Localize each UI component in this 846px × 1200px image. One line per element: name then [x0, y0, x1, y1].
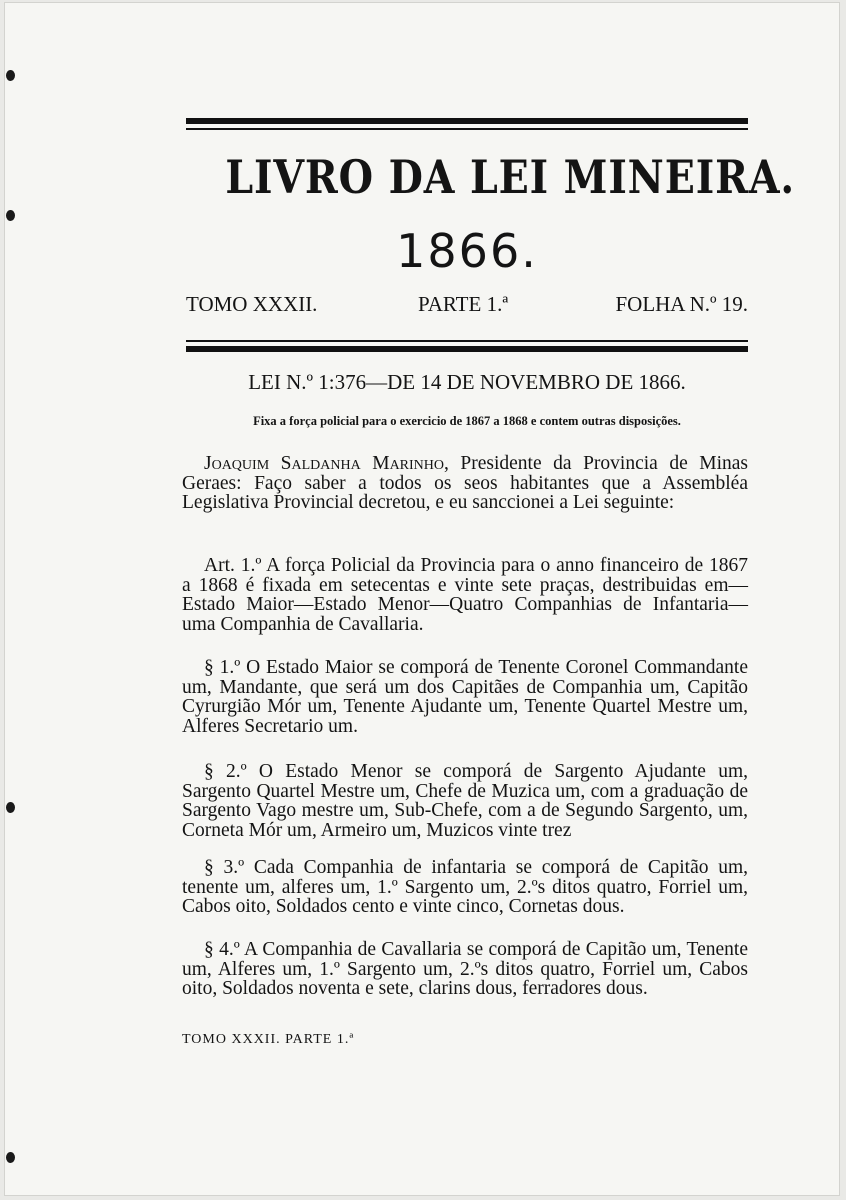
article-paragraph: Art. 1.º A força Policial da Provincia para o anno financeiro de 1867 a 1868 é fixada em setecentas e vinte sete praças, destribuidas em—Estado Maior—Estado Menor—Quatro Companhias de Infantaria—uma Companhia de Cavallaria.: [182, 555, 748, 635]
binding-hole: [6, 802, 15, 813]
law-summary: Fixa a força policial para o exercicio de 1867 a 1868 e contem outras disposições.: [253, 414, 681, 428]
president-name: Joaquim Saldanha Marinho,: [204, 453, 449, 474]
top-rule-thin: [186, 128, 748, 130]
preamble-paragraph: [182, 454, 748, 513]
page-footer: TOMO XXXII. PARTE 1.ª: [182, 1032, 355, 1047]
section-paragraph: § 3.º Cada Companhia de infantaria se comporá de Capitão um, tenente um, alferes um, 1.º Sargento um, 2.ºs ditos quatro, Forriel um, Cabos oito, Soldados cento e vinte cinco, Cornetas dous.: [182, 857, 748, 917]
binding-hole: [6, 210, 15, 221]
folha-label: FOLHA N.º 19.: [615, 292, 748, 316]
parte-label: PARTE 1.ª: [418, 292, 509, 316]
section-paragraph: § 4.º A Companhia de Cavallaria se comporá de Capitão um, Tenente um, Alferes um, 1.º Sargento um, 2.ºs ditos quatro, Forriel um, Cabos oito, Soldados noventa e sete, clarins dous, ferradores dous.: [182, 939, 748, 999]
book-title: LIVRO DA LEI MINEIRA.: [225, 150, 796, 204]
binding-hole: [6, 70, 15, 81]
document-page: [4, 2, 840, 1196]
binding-edge: [4, 42, 14, 1172]
volume-info-row: [186, 292, 748, 322]
book-year: 1866.: [396, 224, 538, 278]
law-heading: LEI N.º 1:376—DE 14 DE NOVEMBRO DE 1866.: [248, 370, 686, 394]
section-paragraph: § 2.º O Estado Menor se comporá de Sargento Ajudante um, Sargento Quartel Mestre um, Chefe de Muzica um, com a graduação de Sargento Vago mestre um, Sub-Chefe, com a de Segundo Sargento, um, Corneta Mór um, Armeiro um, Muzicos vinte trez: [182, 761, 748, 841]
binding-hole: [6, 1152, 15, 1163]
preamble-text: Presidente da Provincia de Minas Geraes: Faço saber a todos os seos habitantes que a Assembléa Legislativa Provincial decretou, e eu sanccionei a Lei seguinte:: [182, 453, 748, 513]
mid-rule-thin: [186, 340, 748, 342]
tomo-label: TOMO XXXII.: [186, 292, 318, 316]
mid-rule-thick: [186, 346, 748, 352]
top-rule-thick: [186, 118, 748, 124]
section-paragraph: § 1.º O Estado Maior se comporá de Tenente Coronel Commandante um, Mandante, que será um dos Capitães de Companhia um, Capitão Cyrurgião Mór um, Tenente Ajudante um, Tenente Quartel Mestre um, Alferes Secretario um.: [182, 657, 748, 737]
